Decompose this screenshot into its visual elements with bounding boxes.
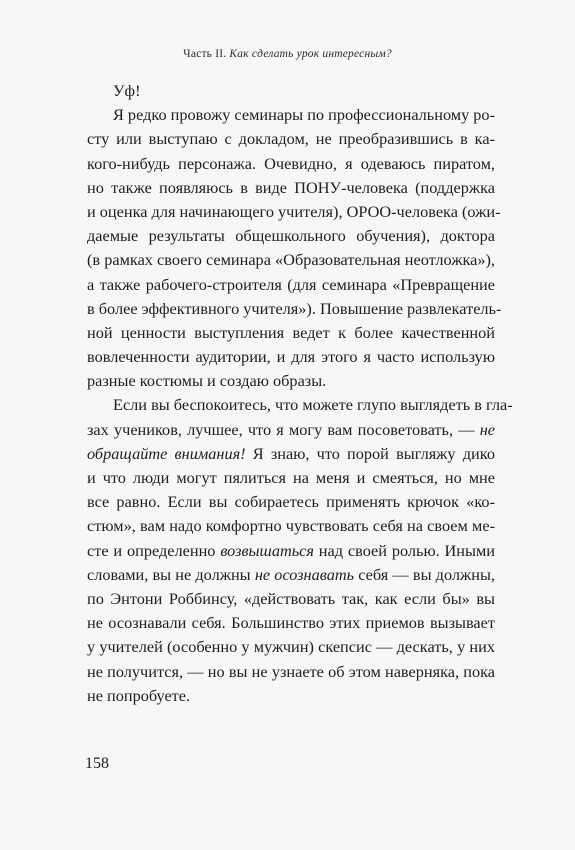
running-header: [0, 48, 575, 60]
text-line: не осознавали себя. Большинство этих приемов вызывает: [87, 613, 495, 633]
text-line: ной ценности выступления ведет к более качественной: [87, 322, 495, 342]
text-line: в более эффективного учителя»). Повышение развлекатель-: [87, 298, 502, 318]
italic-emphasis: обращайте внимания!: [87, 443, 246, 463]
text-line: стюм», вам надо комфортно чувствовать себя на своем ме-: [87, 516, 495, 536]
text-line: сте и определенно возвышаться над своей ролью. Иными: [87, 540, 495, 560]
text-line: и оценка для начинающего учителя), ОРОО-человека (ожи-: [87, 201, 501, 221]
text-line: (в рамках своего семинара «Образовательная неотложка»),: [87, 250, 495, 270]
text-line: все равно. Если вы собираетесь применять крючок «ко-: [87, 492, 495, 512]
header-title: Как сделать урок интересным?: [229, 48, 392, 60]
text-line: Я редко провожу семинары по профессиональному ро-: [113, 105, 495, 125]
text-line: и что люди могут пялиться на меня и смеяться, но мне: [87, 468, 495, 487]
text-line: Если вы беспокоитесь, что можете глупо выглядеть в гла-: [113, 395, 513, 415]
paragraph: [87, 79, 495, 103]
text-line: не попробуете.: [87, 685, 191, 705]
paragraph: [87, 103, 502, 393]
text-line: даемые результаты общешкольного обучения), доктора: [87, 226, 495, 246]
text-line: вовлеченности аудитории, и для этого я часто использую: [87, 347, 495, 367]
page-number: 158: [85, 755, 109, 772]
italic-emphasis: не: [479, 419, 495, 439]
italic-emphasis: возвышаться: [220, 540, 314, 560]
text-line: но также появляюсь в виде ПОНУ-человека (поддержка: [87, 177, 495, 197]
text-line: а также рабочего-строителя (для семинара «Превращение: [87, 274, 495, 294]
header-part: Часть II.: [183, 48, 227, 60]
text-line: не получится, — но вы не узнаете об этом наверняка, пока: [87, 661, 495, 681]
body-text: [87, 79, 513, 708]
italic-emphasis: не осознавать: [254, 564, 355, 584]
text-line: у учителей (особенно у мужчин) скепсис — дескать, у них: [87, 637, 495, 657]
text-line: обращайте внимания! Я знаю, что порой выгляжу дико: [87, 443, 495, 463]
text-line: словами, вы не должны не осознавать себя — вы должны,: [87, 564, 495, 584]
text-line: кого-нибудь персонажа. Очевидно, я одеваюсь пиратом,: [87, 153, 495, 173]
text-line: разные костюмы и создаю образы.: [87, 371, 327, 391]
text-line: по Энтони Роббинсу, «действовать так, как если бы» вы: [87, 588, 495, 608]
paragraph: [87, 393, 513, 707]
text-line: сту или выступаю с докладом, не преобразившись в ка-: [87, 129, 495, 149]
text-line: Уф!: [113, 81, 141, 100]
text-line: зах учеников, лучшее, что я могу вам посоветовать, — не: [87, 419, 495, 439]
